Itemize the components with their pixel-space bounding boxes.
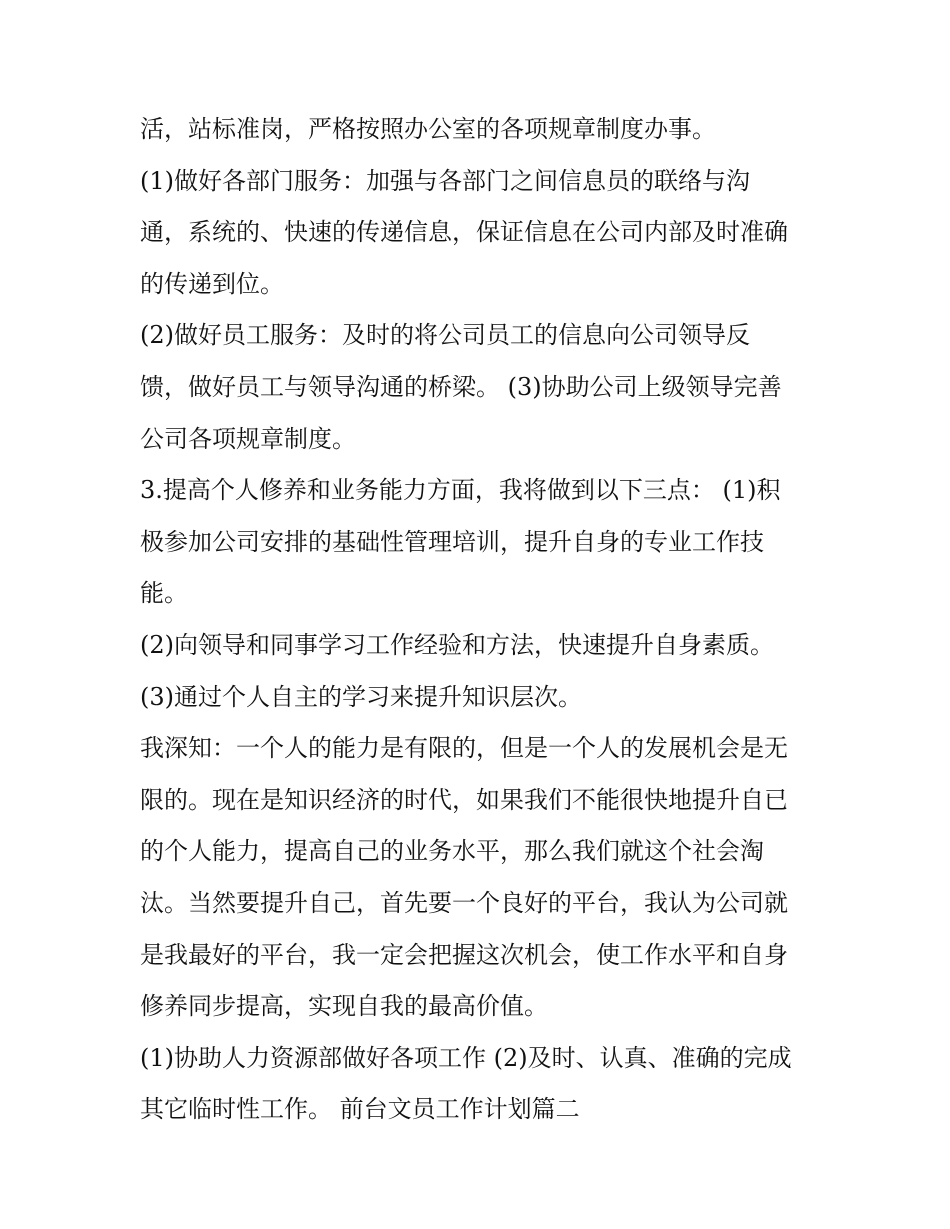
text-line: (1)做好各部门服务：加强与各部门之间信息员的联络与沟 xyxy=(140,166,750,195)
text-line: 馈，做好员工与领导沟通的桥梁。 (3)协助公司上级领导完善 xyxy=(140,372,782,401)
text-line: 极参加公司安排的基础性管理培训，提升自身的专业工作技 xyxy=(140,527,764,556)
text-line: 其它临时性工作。 前台文员工作计划篇二 xyxy=(140,1095,580,1124)
text-line: (2)向领导和同事学习工作经验和方法，快速提升自身素质。 xyxy=(140,630,774,659)
text-line: 活，站标准岗，严格按照办公室的各项规章制度办事。 xyxy=(140,115,716,143)
text-line: 我深知：一个人的能力是有限的，但是一个人的发展机会是无 xyxy=(140,734,788,763)
text-line: 的传递到位。 xyxy=(140,269,284,298)
text-line: 3.提高个人修养和业务能力方面，我将做到以下三点： (1)积 xyxy=(140,476,781,505)
text-line: 的个人能力，提高自己的业务水平，那么我们就这个社会淘 xyxy=(140,837,764,866)
text-line: 通，系统的、快速的传递信息，保证信息在公司内部及时准确 xyxy=(140,218,788,247)
text-line: 是我最好的平台，我一定会把握这次机会，使工作水平和自身 xyxy=(140,940,788,969)
document-body xyxy=(140,108,820,1140)
text-line: 修养同步提高，实现自我的最高价值。 xyxy=(140,992,548,1021)
text-line: 汰。当然要提升自己，首先要一个良好的平台，我认为公司就 xyxy=(140,888,788,917)
text-line: 能。 xyxy=(140,579,188,608)
text-line: 公司各项规章制度。 xyxy=(140,424,356,453)
text-line: (3)通过个人自主的学习来提升知识层次。 xyxy=(140,682,582,711)
text-line: (1)协助人力资源部做好各项工作 (2)及时、认真、准确的完成 xyxy=(140,1043,792,1072)
text-line: (2)做好员工服务：及时的将公司员工的信息向公司领导反 xyxy=(140,321,750,350)
text-line: 限的。现在是知识经济的时代，如果我们不能很快地提升自已 xyxy=(140,785,788,814)
